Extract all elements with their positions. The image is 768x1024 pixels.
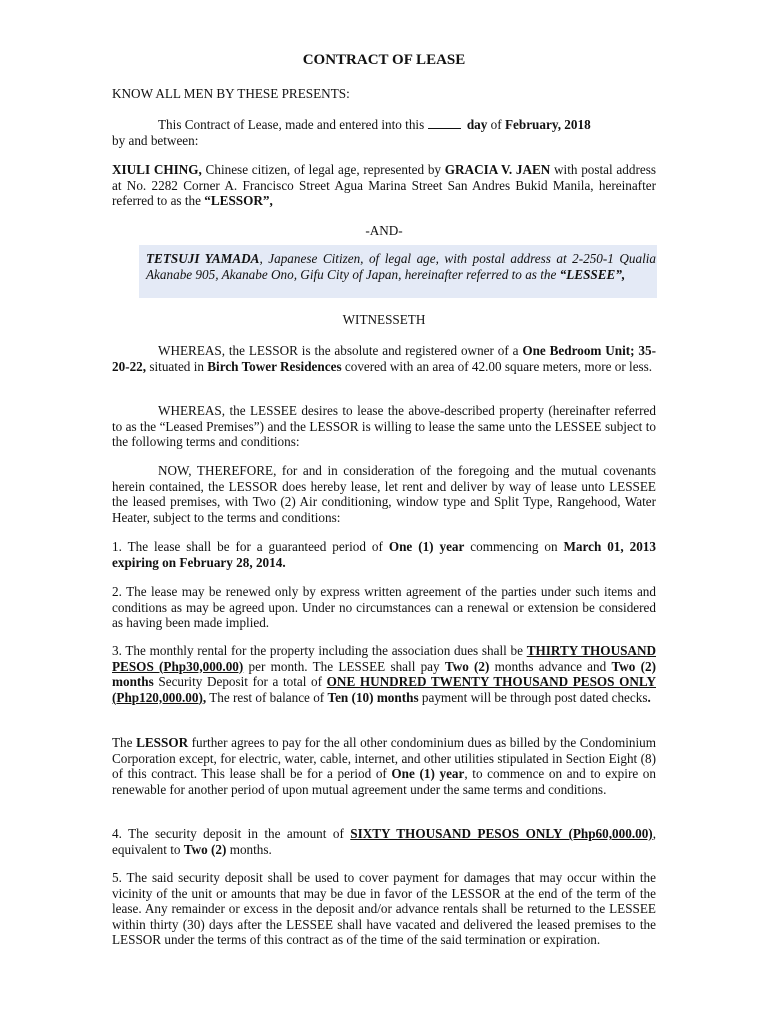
and-divider: -AND- xyxy=(365,223,403,238)
section-4: 4. The security deposit in the amount of SIXTY THOUSAND PESOS ONLY (Php60,000.00), equivalent to Two (2) months. xyxy=(112,826,656,857)
section-3: 3. The monthly rental for the property including the association dues shall be THIRTY THOUSAND PESOS (Php30,000.00) per month. The LESSEE shall pay Two (2) months advance and Two (2) months Security Deposit for a total of ONE HUNDRED TWENTY THOUSAND PESOS ONLY (Php120,000.00), The rest of balance of Ten (10) months payment will be through post dated checks. xyxy=(112,643,656,705)
lessee-paragraph: TETSUJI YAMADA, Japanese Citizen, of legal age, with postal address at 2-250-1 Qualia Akanabe 905, Akanabe Ono, Gifu City of Japan, hereinafter referred to as the “LESSEE”, xyxy=(146,251,657,282)
whereas-paragraph-2: WHEREAS, the LESSEE desires to lease the above-described property (hereinafter referred to as the “Leased Premises”) and the LESSOR is willing to lease the same unto the LESSEE subject to the following terms and conditions: xyxy=(112,403,656,449)
witnesseth-heading: WITNESSETH xyxy=(342,312,426,327)
lessee-name: TETSUJI YAMADA xyxy=(146,251,260,266)
whereas-paragraph-1: WHEREAS, the LESSOR is the absolute and registered owner of a One Bedroom Unit; 35-20-22, situated in Birch Tower Residences covered with an area of 42.00 square meters, more or less. xyxy=(112,343,656,374)
now-therefore-paragraph: NOW, THEREFORE, for and in consideration of the foregoing and the mutual covenants herein contained, the LESSOR does hereby lease, let rent and deliver by way of lease unto LESSEE the leased premises, with Two (2) Air conditioning, window type and Split Type, Rangehood, Water Heater, subject to the terms and conditions: xyxy=(112,463,656,525)
section-3-continued: The LESSOR further agrees to pay for the all other condominium dues as billed by the Condominium Corporation except, for electric, water, cable, internet, and other utilities stipulated in Section Eight (8) of this contract. This lease shall be for a period of One (1) year, to commence on and to expire on renewable for another period of upon mutual agreement under the same terms and conditions. xyxy=(112,735,656,797)
section-1: 1. The lease shall be for a guaranteed period of One (1) year commencing on March 01, 2013 expiring on February 28, 2014. xyxy=(112,539,656,570)
intro-line: KNOW ALL MEN BY THESE PRESENTS: xyxy=(112,86,350,101)
lessor-name: XIULI CHING, xyxy=(112,162,202,177)
document-title: CONTRACT OF LEASE xyxy=(302,52,466,68)
opening-paragraph: This Contract of Lease, made and entered into this day of February, 2018 by and between: xyxy=(112,117,591,148)
section-5: 5. The said security deposit shall be used to cover payment for damages that may occur within the vicinity of the unit or amounts that may be due in favor of the LESSOR at the end of the term of the lease. Any remainder or excess in the deposit and/or advance rentals shall be returned to the LESSEE within thirty (30) days after the LESSEE shall have vacated and delivered the leased premises to the LESSOR under the terms of this contract as of the time of the said termination or expiration. xyxy=(112,870,656,947)
lessor-paragraph: XIULI CHING, Chinese citizen, of legal age, represented by GRACIA V. JAEN with postal address at No. 2282 Corner A. Francisco Street Agua Marina Street San Andres Bukid Manila, hereinafter referred to as the “LESSOR”, xyxy=(112,162,656,208)
blank-day-line xyxy=(428,116,461,129)
section-2: 2. The lease may be renewed only by express written agreement of the parties under such items and conditions as may be agreed upon. Under no circumstances can a renewal or extension be considered as having been made implied. xyxy=(112,584,656,630)
lessor-representative: GRACIA V. JAEN xyxy=(444,162,551,177)
